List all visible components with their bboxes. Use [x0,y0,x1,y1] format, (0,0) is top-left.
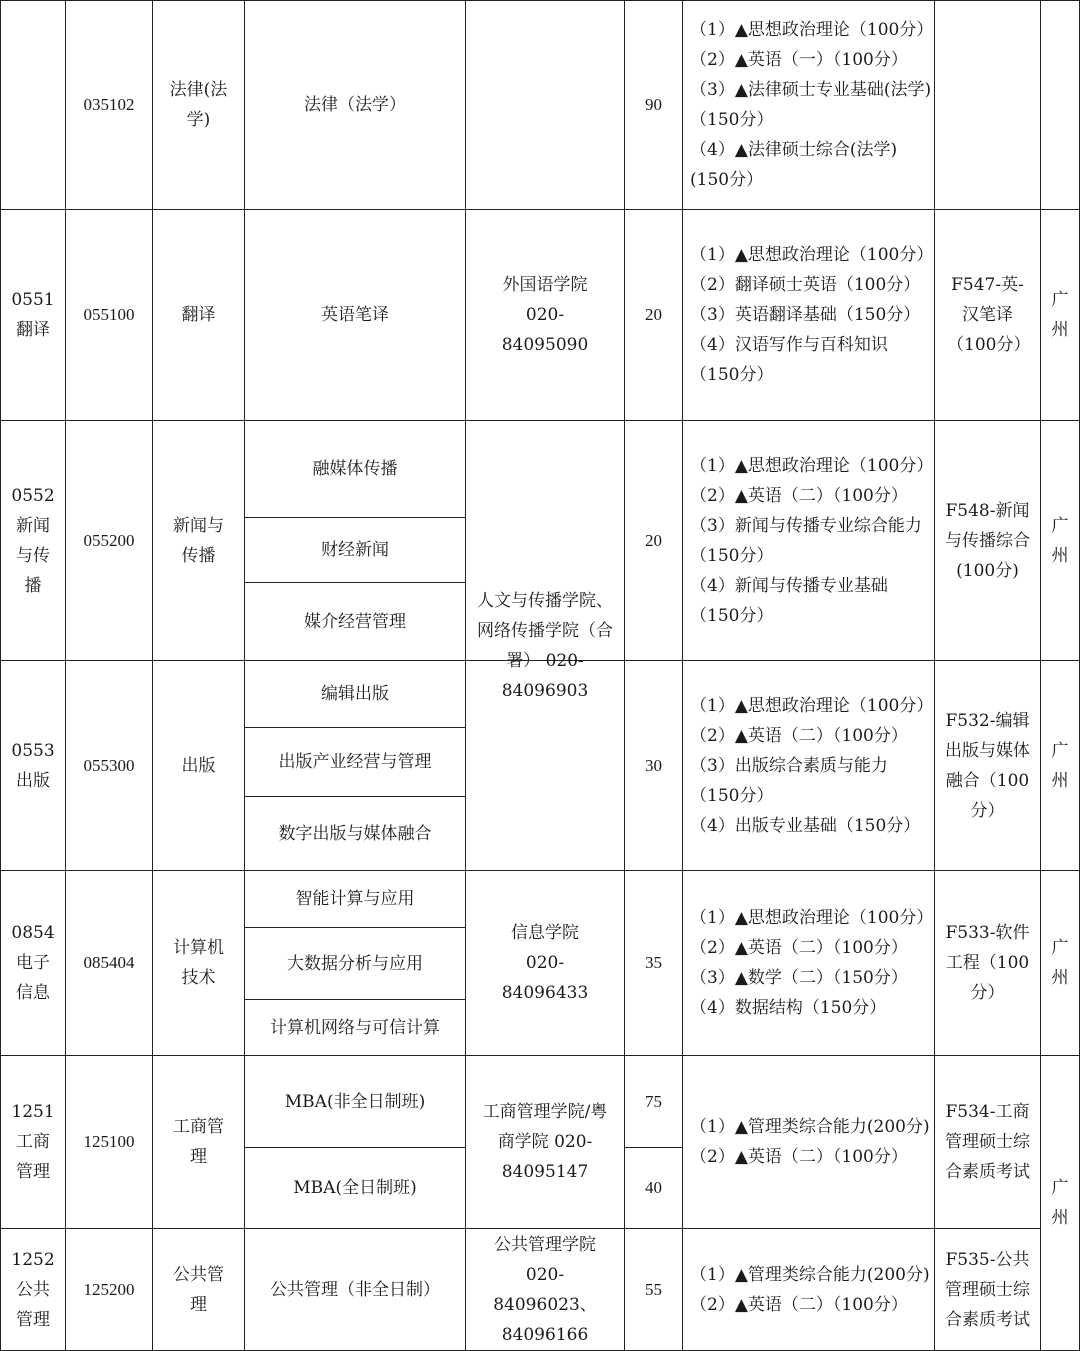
research-direction: 融媒体传播 [312,459,398,479]
program-code: 055300 [83,755,135,775]
exam-subjects [690,871,932,1055]
research-direction: 公共管理（非全日制） [270,1279,440,1300]
exam-subject: （2）翻译硕士英语（100分） [690,275,921,295]
exam-subject: （2）▲英语（一）（100分） [690,49,908,70]
study-location: 广州 [1051,740,1069,791]
major-name: 工商管理 [173,1117,224,1167]
exam-subjects [690,210,932,420]
research-direction: 出版产业经营与管理 [278,752,432,772]
program-code: 055200 [83,530,135,550]
exam-subject: （1）▲思想政治理论（100分） [690,908,934,928]
exam-subject: （3）新闻与传播专业综合能力（150分） [690,515,922,566]
department-contact: 信息学院 020-84096433 [501,923,589,1003]
major-name: 新闻与传播 [173,515,224,566]
department-contact: 公共管理学院 020-84096023、84096166 [493,1234,597,1345]
department-contact: 外国语学院 020-84095090 [501,275,589,355]
research-direction: 计算机网络与可信计算 [270,1017,440,1038]
study-location: 广州 [1051,290,1069,340]
exam-subject: （2）▲英语（二）（100分） [690,1294,908,1315]
enrollment-quota: 30 [645,755,662,775]
exam-subject: （2）▲英语（二）（100分） [690,485,908,506]
exam-subject: （4）数据结构（150分） [690,998,887,1018]
discipline-category: 0552新闻与传播 [11,485,55,596]
discipline-category: 0551翻译 [11,290,55,340]
exam-subject: （4）▲法律硕士综合(法学)(150分） [690,139,898,190]
exam-subjects [690,661,932,870]
major-name: 出版 [181,755,216,776]
enrollment-quota: 55 [645,1279,662,1299]
department-contact: 人文与传播学院、网络传播学院（合署） 020-84096903 [477,590,613,701]
exam-subject: （4）出版专业基础（150分） [690,815,921,836]
research-direction: 财经新闻 [321,540,389,560]
exam-subject: （4）新闻与传播专业基础（150分） [690,575,888,626]
retest-subject: F548-新闻与传播综合(100分) [945,500,1030,581]
enrollment-quota: 35 [645,953,662,972]
research-direction: 媒介经营管理 [304,611,406,632]
discipline-category: 1252公共管理 [11,1249,55,1330]
exam-subjects [690,1229,932,1350]
exam-subject: （1）▲管理类综合能力(200分) [690,1264,930,1285]
exam-subject: （4）汉语写作与百科知识（150分） [690,335,888,385]
major-name: 公共管理 [173,1264,224,1315]
program-code: 085404 [83,953,135,972]
research-direction: MBA(全日制班) [293,1178,417,1198]
research-direction: 大数据分析与应用 [287,953,423,974]
exam-subject: （3）英语翻译基础（150分） [690,305,921,325]
study-location: 广州 [1051,515,1069,566]
enrollment-quota: 40 [645,1178,662,1197]
major-name: 法律(法学) [169,79,228,130]
retest-subject: F535-公共管理硕士综合素质考试 [945,1249,1030,1330]
exam-subject: （1）▲思想政治理论（100分） [690,19,934,40]
program-code: 125200 [83,1279,135,1299]
study-location: 广州 [1051,938,1069,988]
program-code: 035102 [83,94,135,114]
research-direction: MBA(非全日制班) [284,1091,426,1112]
program-code: 125100 [83,1132,135,1151]
discipline-category: 0854电子信息 [11,923,55,1003]
research-direction: 法律（法学） [304,94,406,115]
research-direction: 英语笔译 [321,305,389,325]
exam-subject: （3）▲法律硕士专业基础(法学)（150分） [690,79,932,130]
enrollment-quota: 20 [645,305,662,324]
exam-subjects [690,1056,932,1228]
exam-subject: （3）出版综合素质与能力（150分） [690,755,888,806]
research-direction: 智能计算与应用 [295,889,415,909]
program-code: 055100 [83,305,135,324]
retest-subject: F533-软件工程（100分） [945,923,1030,1003]
retest-subject: F532-编辑出版与媒体融合（100分） [945,710,1030,821]
exam-subject: （1）▲思想政治理论（100分） [690,455,934,476]
major-name: 计算机技术 [173,938,224,988]
enrollment-quota: 20 [645,530,662,550]
research-direction: 数字出版与媒体融合 [278,823,432,844]
enrollment-quota: 90 [645,94,662,114]
exam-subject: （2）▲英语（二）（100分） [690,938,908,958]
exam-subject: （2）▲英语（二）（100分） [690,725,908,746]
research-direction: 编辑出版 [321,684,389,704]
exam-subject: （1）▲思想政治理论（100分） [690,695,934,716]
discipline-category: 0553出版 [11,740,55,791]
department-contact: 工商管理学院/粤商学院 020-84095147 [482,1102,608,1182]
exam-subject: （1）▲思想政治理论（100分） [690,245,934,265]
exam-subjects [690,421,932,660]
retest-subject: F547-英-汉笔译（100分） [947,275,1031,355]
study-location: 广州 [1051,1178,1069,1228]
discipline-category: 1251工商管理 [11,1102,55,1182]
exam-subject: （1）▲管理类综合能力(200分) [690,1117,930,1137]
exam-subject: （3）▲数学（二）（150分） [690,968,908,988]
major-name: 翻译 [181,305,216,325]
retest-subject: F534-工商管理硕士综合素质考试 [945,1102,1030,1182]
exam-subjects [690,0,932,209]
enrollment-quota: 75 [645,1091,662,1111]
exam-subject: （2）▲英语（二）（100分） [690,1147,908,1167]
